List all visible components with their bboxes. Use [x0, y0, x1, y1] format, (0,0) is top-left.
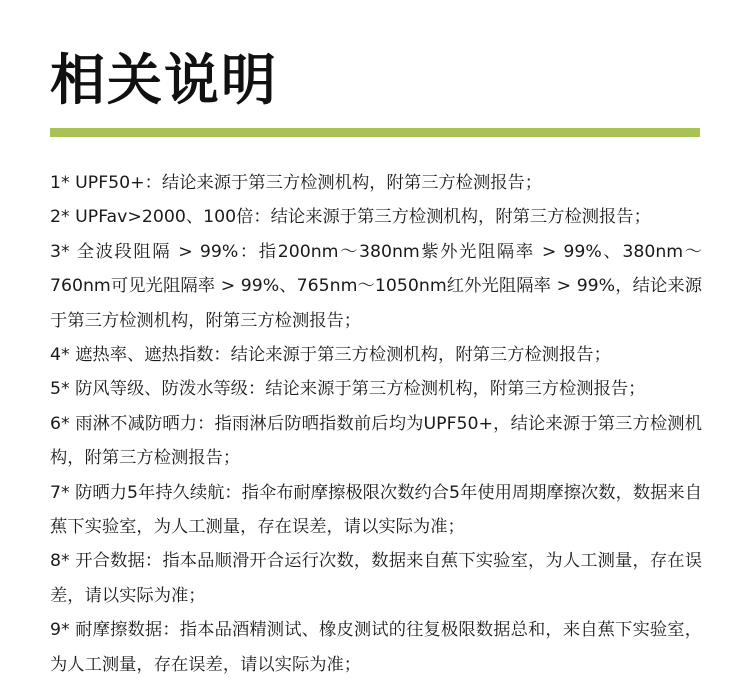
note-item: 7* 防晒力5年持久续航：指伞布耐摩擦极限次数约合5年使用周期摩擦次数，数据来自蕉下实验室，为人工测量，存在误差，请以实际为准； [50, 482, 702, 538]
note-item: 9* 耐摩擦数据：指本品酒精测试、橡皮测试的往复极限数据总和，来自蕉下实验室，为人工测量，存在误差，请以实际为准； [50, 620, 702, 675]
title-underline-bar [50, 128, 700, 137]
note-item: 6* 雨淋不减防晒力：指雨淋后防晒指数前后均为UPF50+，结论来源于第三方检测机构，附第三方检测报告； [50, 413, 702, 469]
notes-list [50, 166, 702, 682]
note-item: 3* 全波段阻隔 > 99%：指200nm～380nm紫外光阻隔率 > 99%、380nm～760nm可见光阻隔率 > 99%、765nm～1050nm红外光阻隔率 > 99%，结论来源于第三方检测机构，附第三方检测报告； [50, 241, 702, 331]
note-item: 4* 遮热率、遮热指数：结论来源于第三方检测机构，附第三方检测报告； [50, 345, 611, 366]
page-title: 相关说明 [50, 48, 279, 112]
note-item: 1* UPF50+：结论来源于第三方检测机构，附第三方检测报告； [50, 173, 543, 193]
note-item: 8* 开合数据：指本品顺滑开合运行次数，数据来自蕉下实验室，为人工测量，存在误差，请以实际为准； [50, 551, 702, 606]
note-item: 2* UPFav>2000、100倍：结论来源于第三方检测机构，附第三方检测报告； [50, 207, 651, 228]
note-item: 5* 防风等级、防泼水等级：结论来源于第三方检测机构，附第三方检测报告； [50, 379, 646, 400]
